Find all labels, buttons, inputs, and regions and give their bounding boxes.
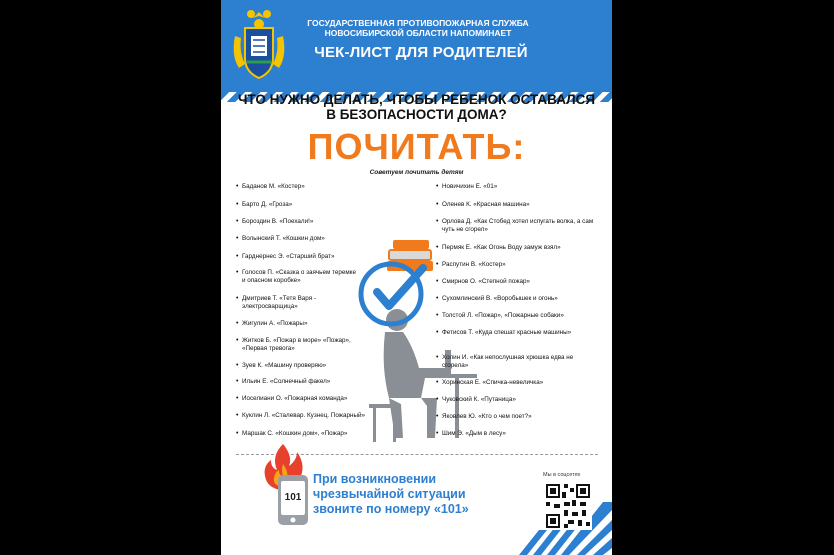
book-item: • Фетисов Т. «Куда спешат красные машины» [436, 329, 577, 337]
book-item: • Хоринская Е. «Спичка-невеличка» [436, 379, 543, 387]
emergency-line-3: звоните по номеру «101» [313, 502, 469, 516]
book-item: • Жигулин А. «Пожары» [236, 320, 307, 328]
book-item: • Волынский Т. «Кошкин дом» [236, 235, 325, 243]
emergency-line-1: При возникновении [313, 472, 437, 486]
book-item: • Баданов М. «Костер» [236, 183, 305, 191]
book-item: • Куклин Л. «Сталевар. Кузнец. Пожарный» [236, 412, 365, 420]
agency-name [303, 18, 533, 38]
checklist-title: ЧЕК-ЛИСТ ДЛЯ РОДИТЕЛЕЙ [314, 44, 528, 61]
book-item: • Распутин В. «Костер» [436, 261, 506, 269]
safety-question [221, 92, 612, 122]
book-item: • Пермяк Е. «Как Огонь Воду замуж взял» [436, 244, 561, 252]
book-item: • Дмитриев Т. «Тетя Варя - электросварщица» [236, 295, 354, 311]
book-item: • Житков Б. «Пожар в море» «Пожар», «Первая тревога» [236, 337, 354, 353]
book-item: • Гарднернес Э. «Старший брат» [236, 253, 335, 261]
book-item: • Толстой Л. «Пожар», «Пожарные собаки» [436, 312, 564, 320]
book-item: • Холин И. «Как непослушная хрюшка едва не сгорела» [436, 354, 580, 370]
book-item: • Бороздин В. «Поехали!» [236, 218, 313, 226]
qr-code-icon[interactable] [544, 482, 592, 530]
book-item: • Яковлев Ю. «Кто о чем поет?» [436, 413, 532, 421]
emergency-call-text [313, 472, 513, 517]
read-title: ПОЧИТАТЬ: [307, 126, 526, 167]
book-item: • Барто Д. «Гроза» [236, 201, 292, 209]
question-line-1: ЧТО НУЖНО ДЕЛАТЬ, ЧТОБЫ РЕБЕНОК ОСТАВАЛСЯ [237, 92, 596, 107]
social-label: Мы в соцсетях [543, 472, 581, 478]
book-item: • Маршак С. «Кошкин дом», «Пожар» [236, 430, 347, 438]
phone-number: 101 [284, 492, 302, 503]
book-item: • Ильин Е. «Солнечный факел» [236, 378, 330, 386]
book-item: • Иоселиани О. «Пожарная команда» [236, 395, 347, 403]
book-item: • Шим Э. «Дым в лесу» [436, 430, 506, 438]
book-item: • Новичихин Е. «01» [436, 183, 497, 191]
book-item: • Оленев К. «Красная машина» [436, 201, 530, 209]
coat-of-arms-icon [229, 6, 289, 86]
question-line-2: В БЕЗОПАСНОСТИ ДОМА? [326, 107, 507, 122]
recommend-subtitle: Советуем почитать детям [369, 169, 464, 176]
emergency-line-2: чрезвычайной ситуации [313, 487, 466, 501]
header-banner [221, 0, 612, 92]
book-item: • Смирнов О. «Степной пожар» [436, 278, 530, 286]
book-item: • Орлова Д. «Как Стобед хотел испугать волка, а сам чуть не сгорел» [436, 218, 597, 234]
agency-line-2: НОВОСИБИРСКОЙ ОБЛАСТИ НАПОМИНАЕТ [324, 28, 512, 38]
book-item: • Сухомлинский В. «Воробышек и огонь» [436, 295, 558, 303]
poster [221, 0, 612, 555]
book-item: • Голосов П. «Сказка о заячьем теремке и опасном коробке» [236, 269, 360, 285]
book-item: • Зуев К. «Машину проверяю» [236, 362, 326, 370]
book-item: • Чуковский К. «Путаница» [436, 396, 516, 404]
agency-line-1: ГОСУДАРСТВЕННАЯ ПРОТИВОПОЖАРНАЯ СЛУЖБА [307, 18, 529, 28]
